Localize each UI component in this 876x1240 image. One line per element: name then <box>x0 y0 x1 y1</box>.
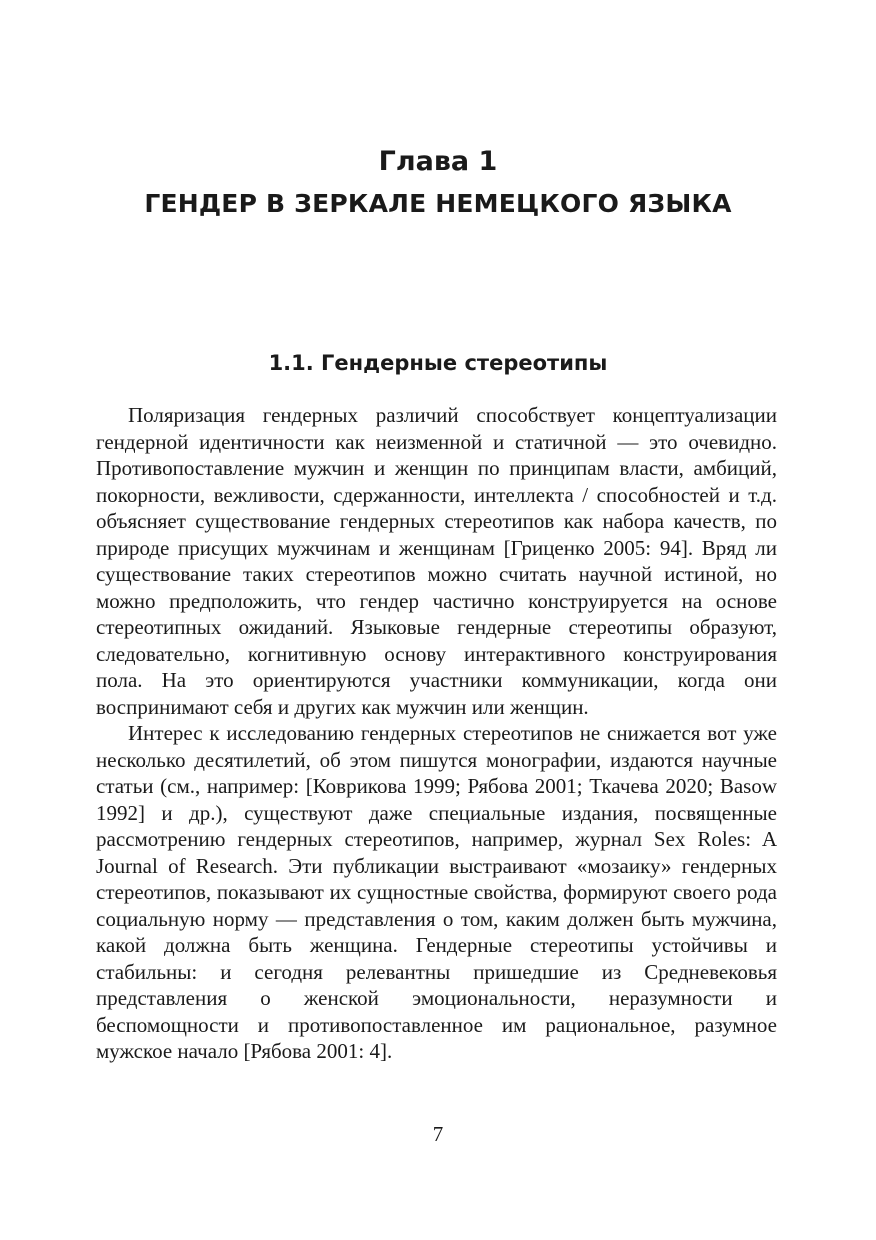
body-text <box>96 402 777 1065</box>
chapter-label: Глава 1 <box>378 146 498 177</box>
section-title: 1.1. Гендерные стереотипы <box>268 351 608 375</box>
chapter-heading <box>0 142 876 226</box>
paragraph: Интерес к исследованию гендерных стереотипов не снижается вот уже несколько десятилетий, об этом пишутся монографии, издаются научные статьи (см., например: [Коврикова 1999; Рябова 2001; Ткачева 2020; Basow 1992] и др.), существуют даже специальные издания, посвященные рассмотрению гендерных стереотипов, например, журнал Sex Roles: A Journal of Research. Эти публикации выстраивают «мозаику» гендерных стереотипов, показывают их сущностные свойства, формируют своего рода социальную норму — представления о том, каким должен быть мужчина, какой должна быть женщина. Гендерные стереотипы устойчивы и стабильны: и сегодня релевантны пришедшие из Средневековья представления о женской эмоциональности, неразумности и беспомощности и противопоставленное им рациональное, разумное мужское начало [Рябова 2001: 4]. <box>96 721 777 1063</box>
chapter-title: ГЕНДЕР В ЗЕРКАЛЕ НЕМЕЦКОГО ЯЗЫКА <box>144 189 732 218</box>
page-number: 7 <box>432 1122 444 1146</box>
paragraph: Поляризация гендерных различий способствует концептуализации гендерной идентичности как неизменной и статичной — это очевидно. Противопоставление мужчин и женщин по принципам власти, амбиций, покорности, вежливости, сдержанности, интеллекта / способностей и т.д. объясняет существование гендерных стереотипов как набора качеств, по природе присущих мужчинам и женщинам [Гриценко 2005: 94]. Вряд ли существование таких стереотипов можно считать научной истиной, но можно предположить, что гендер частично конструируется на основе стереотипных ожиданий. Языковые гендерные стереотипы образуют, следовательно, когнитивную основу интерактивного конструирования пола. На это ориентируются участники коммуникации, когда они воспринимают себя и других как мужчин или женщин. <box>96 403 777 719</box>
